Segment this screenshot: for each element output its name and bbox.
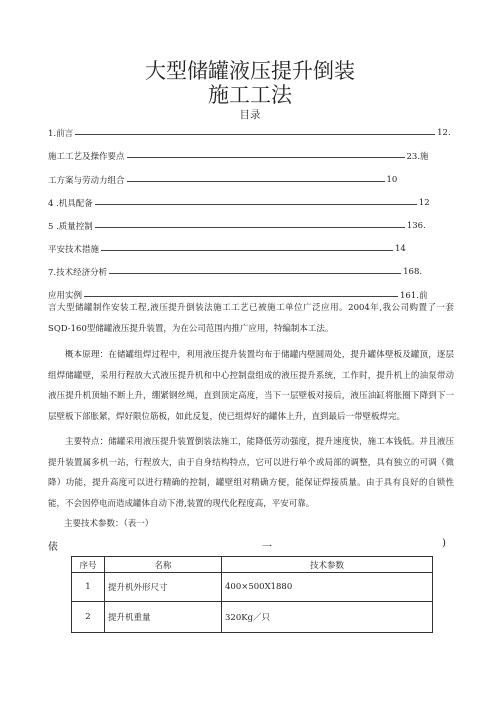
table-label-row: [48, 538, 460, 552]
toc-entry: [48, 219, 458, 233]
toc-entry-label: 1.前言: [48, 129, 74, 139]
toc-leader: [95, 204, 417, 205]
parameters-table: [71, 556, 433, 633]
principle-paragraph: 概本原理：在储罐组焊过程中，利用液压提升装置均布于储罐内壁圆周处，提升罐体壁板及罐顶，逐层组焊储罐壁，采用行程放大式液压提升机和中心控制盘组成的液压提升系统，工作时，提升机上的油泵带动液压提升机顶轴不断上升，绷紧钢丝绳，直到顶定高度，当下一层壁板对接后，液压油缸将胀圈下降到下一层壁板下部胀紧，焊好限位筋板，如此反复，使已组焊好的罐体上升，直到最后一带壁板焊完。: [48, 350, 454, 422]
toc-entry-page: 14: [395, 244, 406, 254]
toc-entry-page: 12: [418, 198, 430, 208]
table-cell-params: 400×500X1880: [222, 573, 433, 602]
table-cell-name: 提升机外形尺寸: [105, 573, 222, 602]
toc-entry-label: 工方案与劳动力组合: [48, 176, 125, 186]
toc-leader: [84, 296, 398, 297]
toc-entry: [48, 126, 458, 140]
toc-leader: [75, 134, 435, 135]
table-cell-params: 320Kg／只: [222, 602, 433, 633]
toc-entry-label: 施工工艺及操作要点: [48, 152, 125, 162]
toc-entry: [48, 196, 458, 210]
toc-entry: [48, 265, 458, 279]
document-title-line2: 施工工法: [208, 83, 292, 107]
toc-entry-label: 应用实例: [48, 291, 83, 301]
features-paragraph: 主要特点：储罐采用液压提升装置倒装法施工，能降低劳动强度，提升速度快，施工本钱低。并且液压提升装置属多机一站，行程放大，由于自身结构特点，它可以进行单个或局部的调整，具有独立的可调（微降）功能，提升高度可以进行精确的控制，罐壁组对精确方便，能保证焊接质量。由于具有良好的自锁性能，不会因停电而造成罐体自动下滑,装置的现代化程度高，平安可靠。: [48, 437, 454, 509]
toc-entry-label: 5 .质量控制: [48, 222, 93, 232]
toc-entry: [48, 242, 458, 256]
table-cell-index: 1: [72, 573, 105, 602]
table-row: [72, 602, 433, 633]
table-cell-index: 2: [72, 602, 105, 633]
toc-leader: [101, 250, 393, 251]
column-header-params: 技术参数: [222, 557, 433, 573]
table-caption: 主要技术参数：（表一）: [64, 519, 154, 529]
toc-entry-page: 12.: [437, 128, 451, 138]
toc-leader: [109, 273, 401, 274]
toc-entry: [48, 149, 458, 163]
table-header-row: [72, 557, 433, 573]
table-label-left: 俵: [48, 542, 58, 553]
toc-entry-label: 4 .机具配备: [48, 199, 93, 209]
table-cell-name: 提升机重量: [105, 602, 222, 633]
table-label-right: ): [442, 538, 446, 549]
toc-entry-page: 136.: [406, 221, 426, 231]
toc-entry-label: 7.技术经济分析: [48, 268, 108, 278]
toc-leader: [127, 157, 405, 158]
column-header-name: 名称: [105, 557, 222, 573]
toc-leader: [127, 181, 385, 182]
toc-entry-page: 10: [386, 175, 398, 185]
column-header-index: 序号: [72, 557, 105, 573]
toc-leader: [95, 227, 405, 228]
toc-entry-page: 161.前: [400, 291, 428, 301]
toc-entry-page: 23.施: [406, 152, 429, 162]
toc-heading: 目录: [239, 109, 261, 121]
document-title-line1: 大型储罐液压提升倒装: [145, 59, 355, 83]
toc-entry-page: 168.: [403, 267, 423, 277]
table-row: [72, 573, 433, 602]
toc-entry: [48, 173, 458, 187]
toc-entry-label: 平安技术措施: [48, 245, 100, 255]
table-label-center: 一: [262, 542, 272, 553]
intro-paragraph: 言大型储罐制作安装工程,液压提升倒装法施工工艺已被施工单位广泛应用。2004年,我公司购置了一套SQD-160型储罐液压提升装置，为在公司范围内推广应用，特编制本工法。: [48, 303, 454, 334]
